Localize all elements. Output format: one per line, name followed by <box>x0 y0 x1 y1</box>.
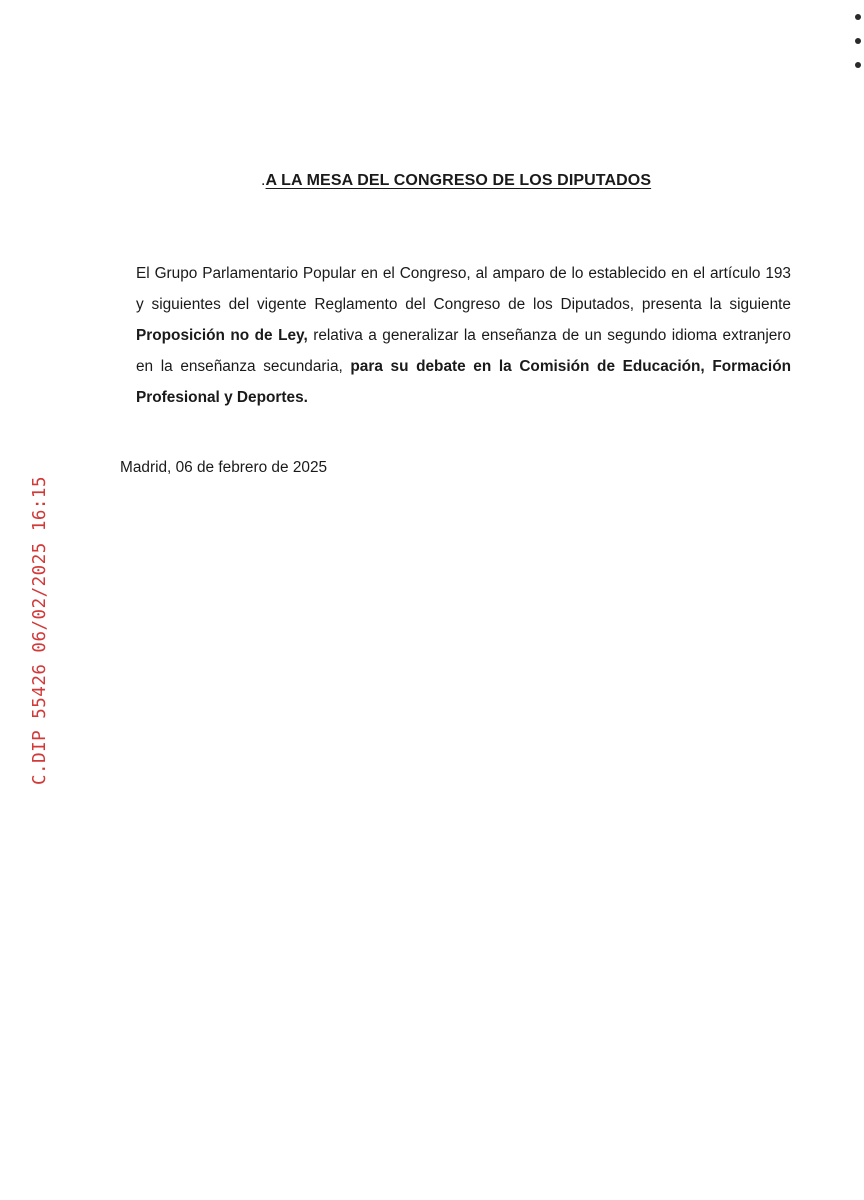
binding-hole-mark <box>855 62 861 68</box>
date-line: Madrid, 06 de febrero de 2025 <box>120 459 328 476</box>
paragraph-text: El Grupo Parlamentario Popular en el Congreso, al amparo de lo establecido en el artículo 193 y siguientes del vigente Reglamento del Congreso de los Diputados, presenta la siguiente <box>136 265 791 313</box>
document-heading <box>261 172 651 190</box>
heading-prefix: . <box>261 172 266 189</box>
paragraph-bold-proposal: Proposición no de Ley, <box>136 327 308 344</box>
corner-binding-marks <box>846 8 864 78</box>
heading-title: A LA MESA DEL CONGRESO DE LOS DIPUTADOS <box>265 172 652 189</box>
registry-stamp: C.DIP 55426 06/02/2025 16:15 <box>30 475 50 785</box>
paragraph-bold-commission: para su debate en la Comisión de Educación, Formación Profesional y Deportes. <box>136 358 791 406</box>
body-paragraph <box>136 258 791 413</box>
paragraph-text: relativa a generalizar la enseñanza de un segundo idioma extranjero en la enseñanza secundaria, <box>136 327 791 375</box>
binding-hole-mark <box>855 38 861 44</box>
binding-hole-mark <box>855 14 861 20</box>
